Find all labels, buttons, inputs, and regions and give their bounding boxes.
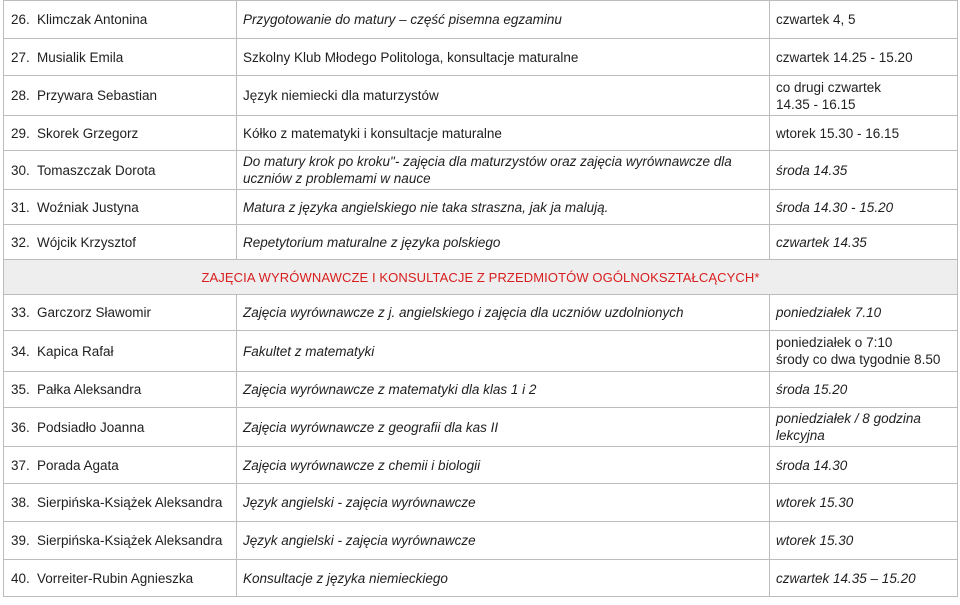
row-number: 39.: [11, 533, 30, 548]
schedule-rows-top: [4, 1, 958, 260]
table-row: [4, 190, 958, 225]
teacher-cell: [4, 190, 237, 225]
schedule-time-cell: środa 15.20: [770, 372, 958, 408]
teacher-name: Tomaszczak Dorota: [37, 162, 156, 178]
row-number: 38.: [11, 495, 30, 510]
activity-cell: Szkolny Klub Młodego Politologa, konsultacje maturalne: [237, 39, 770, 76]
table-row: [4, 116, 958, 151]
schedule-time-cell: co drugi czwartek 14.35 - 16.15: [770, 76, 958, 116]
teacher-name: Przywara Sebastian: [37, 88, 158, 103]
schedule-time-cell: poniedziałek 7.10: [770, 295, 958, 331]
activity-cell: Język niemiecki dla maturzystów: [237, 76, 770, 116]
schedule-time-cell: poniedziałek / 8 godzina lekcyjna: [770, 408, 958, 447]
table-row: [4, 151, 958, 190]
schedule-time-cell: poniedziałek o 7:10 środy co dwa tygodnie 8.50: [770, 331, 958, 372]
teacher-cell: [4, 151, 237, 190]
teacher-name: Kapica Rafał: [37, 343, 114, 359]
teacher-cell: [4, 116, 237, 151]
table-row: [4, 372, 958, 408]
section-heading-row: [4, 260, 958, 295]
teacher-name: Woźniak Justyna: [37, 199, 139, 215]
activity-cell: Język angielski - zajęcia wyrównawcze: [237, 522, 770, 560]
table-row: [4, 408, 958, 447]
teacher-name: Sierpińska-Książek Aleksandra: [37, 533, 223, 548]
row-number: 30.: [11, 162, 30, 178]
teacher-name: Garczorz Sławomir: [37, 305, 152, 320]
teacher-cell: [4, 372, 237, 408]
teacher-cell: [4, 76, 237, 116]
schedule-time-cell: czwartek 14.35: [770, 225, 958, 260]
schedule-rows-bottom: [4, 295, 958, 597]
schedule-time-cell: środa 14.30 - 15.20: [770, 190, 958, 225]
teacher-cell: [4, 1, 237, 39]
teacher-cell: [4, 408, 237, 447]
activity-cell: Zajęcia wyrównawcze z chemii i biologii: [237, 447, 770, 484]
teacher-cell: [4, 331, 237, 372]
row-number: 36.: [11, 419, 30, 435]
schedule-table: [3, 0, 958, 597]
schedule-time-cell: środa 14.30: [770, 447, 958, 484]
section-heading: ZAJĘCIA WYRÓWNAWCZE I KONSULTACJE Z PRZEDMIOTÓW OGÓLNOKSZTAŁCĄCYCH*: [4, 260, 958, 295]
row-number: 32.: [11, 234, 30, 250]
teacher-name: Klimczak Antonina: [37, 12, 148, 27]
table-row: [4, 484, 958, 522]
teacher-name: Musialik Emila: [37, 49, 124, 65]
activity-cell: Zajęcia wyrównawcze z geografii dla kas II: [237, 408, 770, 447]
schedule-time-cell: czwartek 14.25 - 15.20: [770, 39, 958, 76]
teacher-cell: [4, 225, 237, 260]
row-number: 26.: [11, 12, 30, 27]
teacher-name: Pałka Aleksandra: [37, 382, 142, 397]
schedule-time-cell: wtorek 15.30 - 16.15: [770, 116, 958, 151]
teacher-cell: [4, 295, 237, 331]
table-row: [4, 225, 958, 260]
schedule-time-cell: czwartek 4, 5: [770, 1, 958, 39]
teacher-name: Vorreiter-Rubin Agnieszka: [37, 570, 194, 586]
activity-cell: Do matury krok po kroku"- zajęcia dla maturzystów oraz zajęcia wyrównawcze dla uczniów z problemami w nauce: [237, 151, 770, 190]
activity-cell: Zajęcia wyrównawcze z j. angielskiego i zajęcia dla uczniów uzdolnionych: [237, 295, 770, 331]
row-number: 37.: [11, 457, 30, 473]
teacher-name: Wójcik Krzysztof: [37, 234, 137, 250]
teacher-name: Sierpińska-Książek Aleksandra: [37, 495, 223, 510]
schedule-time-cell: wtorek 15.30: [770, 522, 958, 560]
teacher-cell: [4, 522, 237, 560]
table-row: [4, 331, 958, 372]
section-heading-group: [4, 260, 958, 295]
table-row: [4, 560, 958, 597]
teacher-cell: [4, 447, 237, 484]
table-row: [4, 1, 958, 39]
teacher-cell: [4, 560, 237, 597]
activity-cell: Konsultacje z języka niemieckiego: [237, 560, 770, 597]
schedule-time-cell: środa 14.35: [770, 151, 958, 190]
row-number: 40.: [11, 570, 30, 586]
row-number: 33.: [11, 305, 30, 320]
row-number: 31.: [11, 199, 30, 215]
table-row: [4, 76, 958, 116]
activity-cell: Fakultet z matematyki: [237, 331, 770, 372]
teacher-cell: [4, 39, 237, 76]
table-row: [4, 295, 958, 331]
table-row: [4, 522, 958, 560]
activity-cell: Przygotowanie do matury – część pisemna egzaminu: [237, 1, 770, 39]
teacher-cell: [4, 484, 237, 522]
schedule-time-cell: wtorek 15.30: [770, 484, 958, 522]
teacher-name: Skorek Grzegorz: [37, 125, 139, 141]
schedule-time-cell: czwartek 14.35 – 15.20: [770, 560, 958, 597]
row-number: 27.: [11, 49, 30, 65]
row-number: 28.: [11, 88, 30, 103]
activity-cell: Zajęcia wyrównawcze z matematyki dla klas 1 i 2: [237, 372, 770, 408]
row-number: 35.: [11, 382, 30, 397]
row-number: 29.: [11, 125, 30, 141]
teacher-name: Podsiadło Joanna: [37, 419, 145, 435]
table-row: [4, 447, 958, 484]
activity-cell: Kółko z matematyki i konsultacje maturalne: [237, 116, 770, 151]
row-number: 34.: [11, 343, 30, 359]
teacher-name: Porada Agata: [37, 457, 119, 473]
table-row: [4, 39, 958, 76]
activity-cell: Język angielski - zajęcia wyrównawcze: [237, 484, 770, 522]
activity-cell: Repetytorium maturalne z języka polskiego: [237, 225, 770, 260]
activity-cell: Matura z języka angielskiego nie taka straszna, jak ja malują.: [237, 190, 770, 225]
